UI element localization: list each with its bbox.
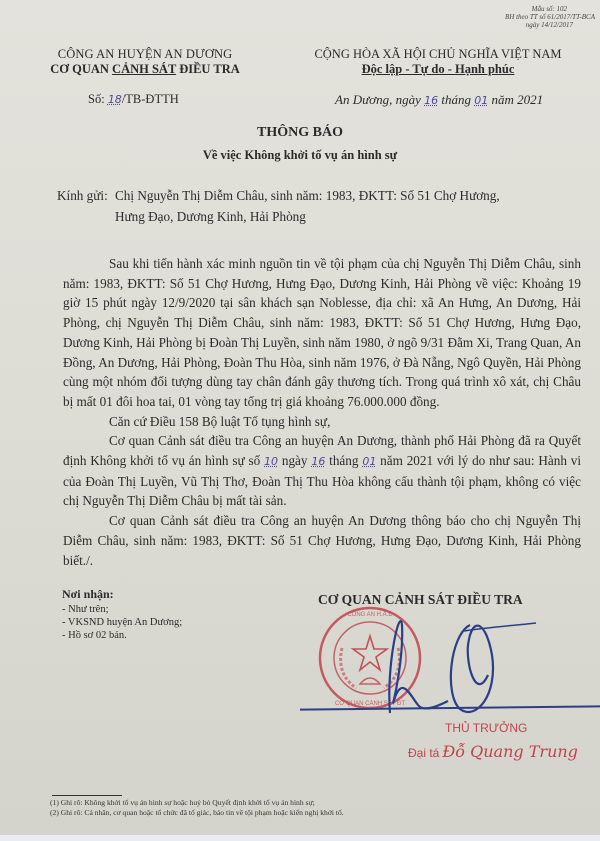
recipient-item: - Như trên;: [62, 604, 109, 615]
addressee-block: [57, 185, 500, 227]
issuing-agency-header: [40, 47, 250, 77]
signer-role: THỦ TRƯỞNG: [445, 721, 528, 735]
recipients-block: [62, 588, 182, 642]
signer-name: Đỗ Quang Trung: [442, 742, 578, 761]
agency-name: [40, 62, 250, 77]
agency-parent: CÔNG AN HUYỆN AN DƯƠNG: [57, 47, 233, 61]
decision-text-d: năm 2021 với lý do như sau: Hành vi của Đoàn Thị Luyền, Vũ Thị Thơ, Đoàn Thị Thu Hòa không cấu thành tội phạm, không có việc chị Nguyễn Thị Diễm Châu bị mất tài sản.: [63, 453, 582, 509]
document-number-label: Số:: [88, 92, 108, 106]
date-month-handwritten: 01: [474, 94, 489, 107]
decision-text-c: tháng: [325, 453, 363, 469]
addressee-line-1: Chị Nguyễn Thị Diễm Châu, sinh năm: 1983, ĐKTT: Số 51 Chợ Hương,: [115, 188, 500, 203]
page-bottom-edge: [0, 835, 600, 841]
notice-body: [63, 254, 581, 570]
decision-text-a: Cơ quan Cảnh sát điều tra Công an huyện An Dương, thành phố Hải Phòng đã ra Quyết định Không khởi tố vụ án hình sự số: [63, 433, 581, 469]
decision-day-handwritten: 16: [311, 455, 326, 469]
document-date: [335, 92, 543, 108]
footnote-2: (2) Ghi rõ: Cá nhân, cơ quan hoặc tổ chức đã tố giác, báo tin về tội phạm hoặc kiến nghị khởi tố.: [50, 808, 344, 817]
form-number: Mẫu số: 102: [531, 5, 567, 13]
signer-rank: Đại tá: [408, 746, 440, 760]
signer: [408, 742, 578, 761]
footnote-divider: [52, 795, 122, 796]
date-month-label: tháng: [438, 92, 475, 107]
document-number-handwritten: 18: [107, 93, 122, 106]
footnotes: [50, 798, 344, 818]
decision-month-handwritten: 01: [362, 455, 377, 469]
date-year: năm 2021: [488, 92, 544, 107]
document-number-suffix: /TB-ĐTTH: [121, 92, 179, 106]
decision-number-handwritten: 10: [264, 455, 279, 469]
form-regulation: BH theo TT số 61/2017/TT-BCA: [505, 13, 595, 21]
body-paragraph-decision: [63, 431, 581, 511]
document-number: [88, 92, 179, 107]
signing-agency: CƠ QUAN CẢNH SÁT ĐIỀU TRA: [318, 592, 523, 607]
recipients-heading: Nơi nhận:: [62, 587, 114, 601]
document-subtitle: Về việc Không khởi tố vụ án hình sự: [202, 148, 398, 162]
form-date: ngày 14/12/2017: [525, 21, 573, 29]
addressee-line-2: Hưng Đạo, Dương Kinh, Hải Phòng: [115, 209, 306, 224]
body-paragraph-facts: Sau khi tiến hành xác minh nguồn tin về tội phạm của chị Nguyễn Thị Diễm Châu, sinh năm: 1983, ĐKTT: Số 51 Chợ Hương, Hưng Đạo, Dương Kinh, Hải Phòng về việc: Khoảng 19 giờ 15 phút ngày 12/9/2020 tại sân khách sạn Noblesse, địa chỉ: xã An Hưng, An Dương, Hải Phòng, chị Nguyễn Thị Diễm Châu, sinh năm: 1983, ĐKTT: Số 51 Chợ Hương, Hưng Đạo, Dương Kinh, Hải Phòng bị Đoàn Thị Luyền, sinh năm 1980, ở ngõ 9/31 Đằm Xi, Trang Quan, An Đồng, An Dương, Hải Phòng, Đoàn Thu Hòa, sinh năm 1976, ở Đà Nẵng, Ngô Quyền, Hải Phòng cùng một nhóm đối tượng dùng tay chân đánh gây thương tích. Trong quá trình xô xát, chị Châu bị mất 01 đôi hoa tai, 01 vòng tay tổng trị giá khoảng 76.000.000 đồng.: [63, 256, 581, 409]
decision-text-b: ngày: [278, 453, 312, 469]
agency-name-underlined: CẢNH SÁT: [112, 62, 177, 76]
agency-name-suffix: ĐIỀU TRA: [176, 62, 240, 76]
national-motto: Độc lập - Tự do - Hạnh phúc: [361, 62, 515, 76]
recipient-item: - VKSND huyện An Dương;: [62, 617, 183, 628]
form-note: [455, 5, 595, 29]
body-paragraph-legal-basis: Căn cứ Điều 158 Bộ luật Tố tụng hình sự,: [109, 413, 331, 429]
addressee-label: Kính gửi:: [57, 188, 108, 203]
recipient-item: - Hồ sơ 02 bản.: [62, 630, 127, 641]
national-header: [283, 47, 593, 77]
document-title: THÔNG BÁO: [257, 125, 343, 140]
body-paragraph-notification: Cơ quan Cảnh sát điều tra Công an huyện An Dương thông báo cho chị Nguyễn Thị Diễm Châu, sinh năm: 1983, ĐKTT: Số 51 Chợ Hương, Hưng Đạo, Dương Kinh, Hải Phòng biết./.: [63, 513, 581, 568]
footnote-1: (1) Ghi rõ: Không khởi tố vụ án hình sự hoặc huỷ bỏ Quyết định khởi tố vụ án hình sự;: [50, 798, 315, 807]
svg-text:CƠ QUAN CẢNH SÁT ĐT: CƠ QUAN CẢNH SÁT ĐT: [334, 701, 406, 707]
national-title: CỘNG HÒA XÃ HỘI CHỦ NGHĨA VIỆT NAM: [314, 47, 562, 61]
agency-name-prefix: CƠ QUAN: [50, 62, 113, 76]
date-prefix: An Dương, ngày: [335, 92, 425, 107]
date-day-handwritten: 16: [424, 94, 439, 107]
svg-text:CÔNG AN H.A.D: CÔNG AN H.A.D: [347, 612, 393, 618]
